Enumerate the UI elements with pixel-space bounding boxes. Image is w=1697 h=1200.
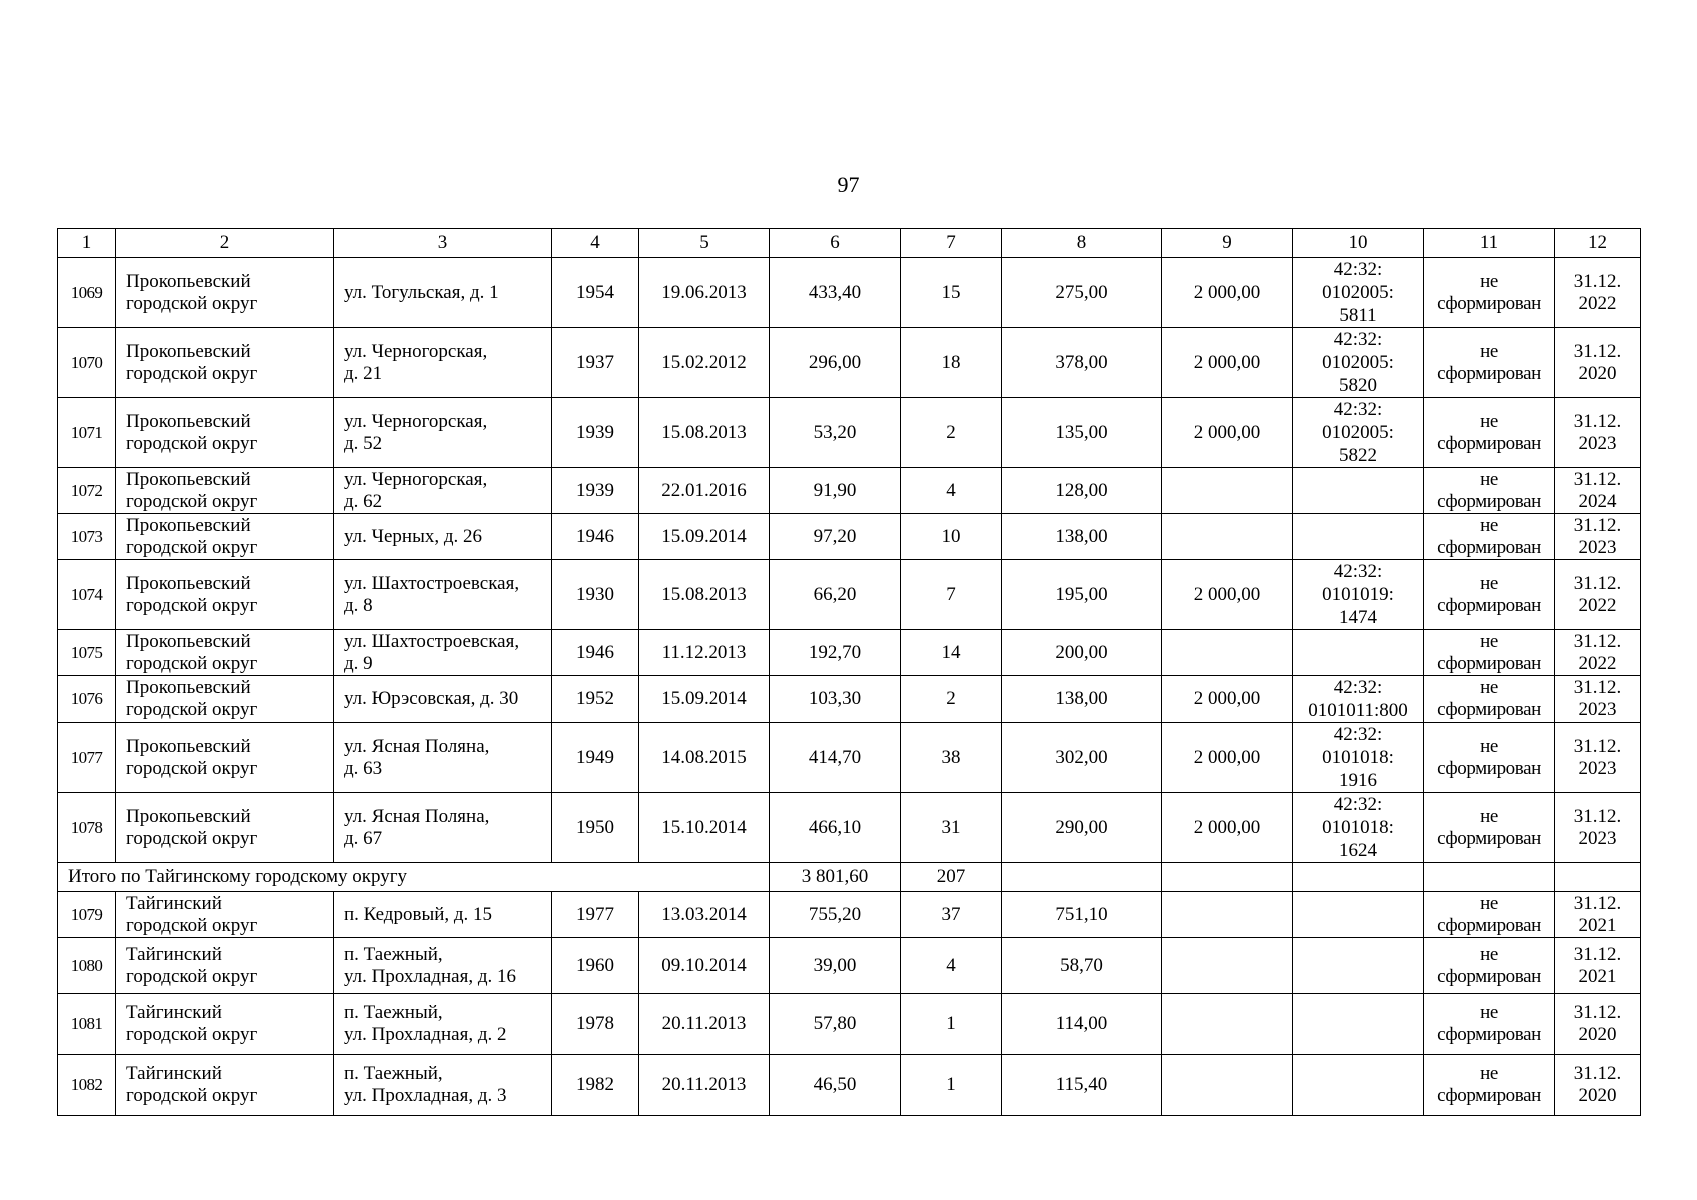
- cadastral-number-cell: [1293, 892, 1424, 938]
- deadline-cell: 31.12. 2021: [1555, 938, 1641, 994]
- residents-cell: 1: [901, 994, 1002, 1055]
- cadastral-number-cell: [1293, 468, 1424, 514]
- cadastral-number-cell: 42:32: 0101011:800: [1293, 676, 1424, 723]
- column-header: 3: [334, 229, 552, 258]
- municipality-cell: Прокопьевский городской округ: [116, 328, 334, 398]
- row-number: 1082: [58, 1055, 116, 1116]
- land-area-cell: 302,00: [1002, 723, 1162, 793]
- land-area-cell: 58,70: [1002, 938, 1162, 994]
- table-row: [58, 630, 1641, 676]
- date-cell: 11.12.2013: [639, 630, 770, 676]
- status-cell: не сформирован: [1424, 676, 1555, 723]
- area-cell: 755,20: [770, 892, 901, 938]
- area-cell: 97,20: [770, 514, 901, 560]
- address-cell: ул. Тогульская, д. 1: [334, 258, 552, 328]
- year-cell: 1978: [552, 994, 639, 1055]
- address-cell: ул. Черногорская, д. 21: [334, 328, 552, 398]
- row-number: 1075: [58, 630, 116, 676]
- cadastral-number-cell: 42:32: 0101018: 1624: [1293, 793, 1424, 863]
- deadline-cell: 31.12. 2023: [1555, 676, 1641, 723]
- empty-cell: [1424, 863, 1555, 892]
- status-cell: не сформирован: [1424, 398, 1555, 468]
- year-cell: 1960: [552, 938, 639, 994]
- row-number: 1070: [58, 328, 116, 398]
- table-row: [58, 938, 1641, 994]
- value-cell: [1162, 938, 1293, 994]
- deadline-cell: 31.12. 2020: [1555, 1055, 1641, 1116]
- table-row: [58, 892, 1641, 938]
- municipality-cell: Прокопьевский городской округ: [116, 468, 334, 514]
- year-cell: 1946: [552, 630, 639, 676]
- municipality-cell: Прокопьевский городской округ: [116, 258, 334, 328]
- deadline-cell: 31.12. 2022: [1555, 560, 1641, 630]
- year-cell: 1952: [552, 676, 639, 723]
- area-cell: 57,80: [770, 994, 901, 1055]
- date-cell: 15.08.2013: [639, 398, 770, 468]
- row-number: 1081: [58, 994, 116, 1055]
- year-cell: 1946: [552, 514, 639, 560]
- subtotal-label: Итого по Тайгинскому городскому округу: [58, 863, 770, 892]
- date-cell: 15.08.2013: [639, 560, 770, 630]
- year-cell: 1939: [552, 398, 639, 468]
- residents-cell: 4: [901, 938, 1002, 994]
- area-cell: 296,00: [770, 328, 901, 398]
- year-cell: 1937: [552, 328, 639, 398]
- cadastral-number-cell: 42:32: 0101018: 1916: [1293, 723, 1424, 793]
- status-cell: не сформирован: [1424, 560, 1555, 630]
- area-cell: 103,30: [770, 676, 901, 723]
- cadastral-number-cell: 42:32: 0102005: 5811: [1293, 258, 1424, 328]
- date-cell: 20.11.2013: [639, 1055, 770, 1116]
- deadline-cell: 31.12. 2023: [1555, 514, 1641, 560]
- empty-cell: [1555, 863, 1641, 892]
- row-number: 1072: [58, 468, 116, 514]
- value-cell: [1162, 630, 1293, 676]
- municipality-cell: Тайгинский городской округ: [116, 994, 334, 1055]
- status-cell: не сформирован: [1424, 258, 1555, 328]
- column-header: 5: [639, 229, 770, 258]
- row-number: 1073: [58, 514, 116, 560]
- area-cell: 66,20: [770, 560, 901, 630]
- residents-cell: 2: [901, 676, 1002, 723]
- land-area-cell: 290,00: [1002, 793, 1162, 863]
- column-number-row: [58, 229, 1641, 258]
- land-area-cell: 200,00: [1002, 630, 1162, 676]
- column-header: 11: [1424, 229, 1555, 258]
- address-cell: ул. Черногорская, д. 62: [334, 468, 552, 514]
- row-number: 1079: [58, 892, 116, 938]
- address-cell: ул. Черных, д. 26: [334, 514, 552, 560]
- column-header: 4: [552, 229, 639, 258]
- table-row: [58, 514, 1641, 560]
- value-cell: 2 000,00: [1162, 258, 1293, 328]
- municipality-cell: Прокопьевский городской округ: [116, 630, 334, 676]
- cadastral-number-cell: [1293, 1055, 1424, 1116]
- page-number: 97: [837, 172, 860, 197]
- empty-cell: [1162, 863, 1293, 892]
- column-header: 6: [770, 229, 901, 258]
- column-header: 7: [901, 229, 1002, 258]
- area-cell: 466,10: [770, 793, 901, 863]
- address-cell: ул. Черногорская, д. 52: [334, 398, 552, 468]
- municipality-cell: Прокопьевский городской округ: [116, 560, 334, 630]
- column-header: 10: [1293, 229, 1424, 258]
- municipality-cell: Тайгинский городской округ: [116, 892, 334, 938]
- year-cell: 1982: [552, 1055, 639, 1116]
- value-cell: [1162, 892, 1293, 938]
- year-cell: 1949: [552, 723, 639, 793]
- cadastral-number-cell: 42:32: 0101019: 1474: [1293, 560, 1424, 630]
- subtotal-area: 3 801,60: [770, 863, 901, 892]
- year-cell: 1930: [552, 560, 639, 630]
- table-row: [58, 560, 1641, 630]
- municipality-cell: Тайгинский городской округ: [116, 938, 334, 994]
- table-row: [58, 258, 1641, 328]
- row-number: 1074: [58, 560, 116, 630]
- table-row: [58, 468, 1641, 514]
- municipality-cell: Прокопьевский городской округ: [116, 676, 334, 723]
- date-cell: 22.01.2016: [639, 468, 770, 514]
- deadline-cell: 31.12. 2023: [1555, 793, 1641, 863]
- row-number: 1080: [58, 938, 116, 994]
- address-cell: п. Таежный, ул. Прохладная, д. 16: [334, 938, 552, 994]
- year-cell: 1939: [552, 468, 639, 514]
- residents-cell: 37: [901, 892, 1002, 938]
- land-area-cell: 115,40: [1002, 1055, 1162, 1116]
- status-cell: не сформирован: [1424, 468, 1555, 514]
- area-cell: 46,50: [770, 1055, 901, 1116]
- table-row: [58, 723, 1641, 793]
- row-number: 1076: [58, 676, 116, 723]
- table-row: [58, 994, 1641, 1055]
- land-area-cell: 275,00: [1002, 258, 1162, 328]
- municipality-cell: Тайгинский городской округ: [116, 1055, 334, 1116]
- value-cell: 2 000,00: [1162, 676, 1293, 723]
- status-cell: не сформирован: [1424, 793, 1555, 863]
- deadline-cell: 31.12. 2020: [1555, 328, 1641, 398]
- land-area-cell: 195,00: [1002, 560, 1162, 630]
- date-cell: 15.10.2014: [639, 793, 770, 863]
- date-cell: 15.09.2014: [639, 676, 770, 723]
- table-row: [58, 1055, 1641, 1116]
- year-cell: 1950: [552, 793, 639, 863]
- municipality-cell: Прокопьевский городской округ: [116, 793, 334, 863]
- subtotal-row: [58, 863, 1641, 892]
- table-row: [58, 793, 1641, 863]
- value-cell: [1162, 994, 1293, 1055]
- value-cell: 2 000,00: [1162, 723, 1293, 793]
- column-header: 12: [1555, 229, 1641, 258]
- date-cell: 15.09.2014: [639, 514, 770, 560]
- row-number: 1077: [58, 723, 116, 793]
- deadline-cell: 31.12. 2024: [1555, 468, 1641, 514]
- residents-cell: 4: [901, 468, 1002, 514]
- address-cell: ул. Шахтостроевская, д. 8: [334, 560, 552, 630]
- land-area-cell: 138,00: [1002, 676, 1162, 723]
- residents-cell: 15: [901, 258, 1002, 328]
- status-cell: не сформирован: [1424, 938, 1555, 994]
- residents-cell: 31: [901, 793, 1002, 863]
- deadline-cell: 31.12. 2021: [1555, 892, 1641, 938]
- area-cell: 53,20: [770, 398, 901, 468]
- status-cell: не сформирован: [1424, 994, 1555, 1055]
- deadline-cell: 31.12. 2023: [1555, 398, 1641, 468]
- cadastral-number-cell: 42:32: 0102005: 5822: [1293, 398, 1424, 468]
- value-cell: 2 000,00: [1162, 793, 1293, 863]
- value-cell: 2 000,00: [1162, 398, 1293, 468]
- residents-cell: 18: [901, 328, 1002, 398]
- address-cell: ул. Ясная Поляна, д. 67: [334, 793, 552, 863]
- cadastral-number-cell: [1293, 514, 1424, 560]
- land-area-cell: 751,10: [1002, 892, 1162, 938]
- date-cell: 19.06.2013: [639, 258, 770, 328]
- value-cell: [1162, 1055, 1293, 1116]
- value-cell: 2 000,00: [1162, 560, 1293, 630]
- municipality-cell: Прокопьевский городской округ: [116, 398, 334, 468]
- table-body: [58, 229, 1641, 1116]
- area-cell: 192,70: [770, 630, 901, 676]
- residents-cell: 14: [901, 630, 1002, 676]
- empty-cell: [1002, 863, 1162, 892]
- status-cell: не сформирован: [1424, 630, 1555, 676]
- subtotal-residents: 207: [901, 863, 1002, 892]
- row-number: 1078: [58, 793, 116, 863]
- land-area-cell: 378,00: [1002, 328, 1162, 398]
- date-cell: 15.02.2012: [639, 328, 770, 398]
- land-area-cell: 114,00: [1002, 994, 1162, 1055]
- column-header: 1: [58, 229, 116, 258]
- area-cell: 433,40: [770, 258, 901, 328]
- land-area-cell: 135,00: [1002, 398, 1162, 468]
- table-row: [58, 328, 1641, 398]
- municipality-cell: Прокопьевский городской округ: [116, 723, 334, 793]
- value-cell: [1162, 468, 1293, 514]
- value-cell: [1162, 514, 1293, 560]
- residents-cell: 1: [901, 1055, 1002, 1116]
- date-cell: 09.10.2014: [639, 938, 770, 994]
- residents-cell: 38: [901, 723, 1002, 793]
- residents-cell: 7: [901, 560, 1002, 630]
- area-cell: 414,70: [770, 723, 901, 793]
- deadline-cell: 31.12. 2020: [1555, 994, 1641, 1055]
- status-cell: не сформирован: [1424, 892, 1555, 938]
- column-header: 2: [116, 229, 334, 258]
- year-cell: 1954: [552, 258, 639, 328]
- date-cell: 14.08.2015: [639, 723, 770, 793]
- column-header: 8: [1002, 229, 1162, 258]
- cadastral-number-cell: [1293, 938, 1424, 994]
- address-cell: п. Таежный, ул. Прохладная, д. 3: [334, 1055, 552, 1116]
- row-number: 1071: [58, 398, 116, 468]
- land-area-cell: 128,00: [1002, 468, 1162, 514]
- date-cell: 13.03.2014: [639, 892, 770, 938]
- municipality-cell: Прокопьевский городской округ: [116, 514, 334, 560]
- year-cell: 1977: [552, 892, 639, 938]
- table-row: [58, 676, 1641, 723]
- empty-cell: [1293, 863, 1424, 892]
- housing-registry-table: [57, 228, 1641, 1116]
- address-cell: ул. Шахтостроевская, д. 9: [334, 630, 552, 676]
- status-cell: не сформирован: [1424, 514, 1555, 560]
- cadastral-number-cell: [1293, 630, 1424, 676]
- area-cell: 91,90: [770, 468, 901, 514]
- cadastral-number-cell: 42:32: 0102005: 5820: [1293, 328, 1424, 398]
- address-cell: ул. Ясная Поляна, д. 63: [334, 723, 552, 793]
- deadline-cell: 31.12. 2022: [1555, 258, 1641, 328]
- row-number: 1069: [58, 258, 116, 328]
- value-cell: 2 000,00: [1162, 328, 1293, 398]
- area-cell: 39,00: [770, 938, 901, 994]
- table-row: [58, 398, 1641, 468]
- residents-cell: 2: [901, 398, 1002, 468]
- date-cell: 20.11.2013: [639, 994, 770, 1055]
- status-cell: не сформирован: [1424, 1055, 1555, 1116]
- residents-cell: 10: [901, 514, 1002, 560]
- land-area-cell: 138,00: [1002, 514, 1162, 560]
- address-cell: ул. Юрэсовская, д. 30: [334, 676, 552, 723]
- status-cell: не сформирован: [1424, 328, 1555, 398]
- deadline-cell: 31.12. 2023: [1555, 723, 1641, 793]
- status-cell: не сформирован: [1424, 723, 1555, 793]
- address-cell: п. Кедровый, д. 15: [334, 892, 552, 938]
- column-header: 9: [1162, 229, 1293, 258]
- cadastral-number-cell: [1293, 994, 1424, 1055]
- address-cell: п. Таежный, ул. Прохладная, д. 2: [334, 994, 552, 1055]
- deadline-cell: 31.12. 2022: [1555, 630, 1641, 676]
